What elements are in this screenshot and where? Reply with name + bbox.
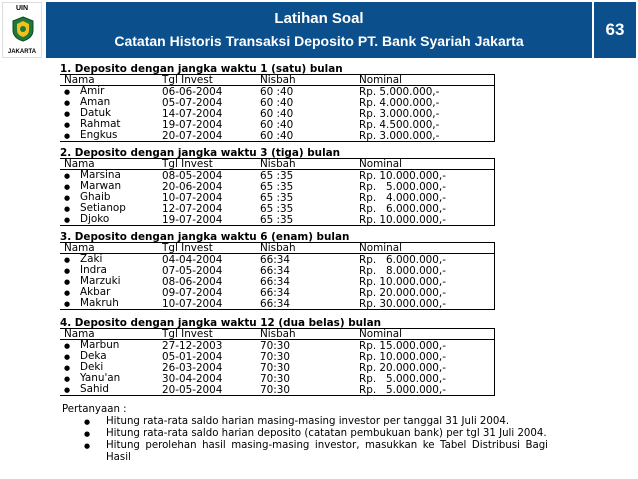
column-header: Tgl Invest <box>158 243 256 254</box>
invest-date-cell: 05-01-2004 <box>162 351 223 362</box>
nisbah-cell: 65 :35 <box>256 214 355 226</box>
table-row <box>60 265 495 276</box>
investor-name: Sahid <box>80 384 110 395</box>
column-header: Nisbah <box>256 243 355 254</box>
investor-name: Indra <box>80 265 107 276</box>
section-title: 2. Deposito dengan jangka waktu 3 (tiga) bulan <box>60 147 341 159</box>
investor-name-cell <box>60 373 158 384</box>
investor-name-cell <box>60 214 158 226</box>
investor-name-cell <box>60 203 158 214</box>
bullet-icon <box>64 276 80 287</box>
nominal-cell: Rp. 20.000.000,- <box>355 287 495 298</box>
nominal-cell: Rp. 10.000.000,- <box>355 214 495 226</box>
invest-date-cell: 27-12-2003 <box>162 339 223 351</box>
deposit-table <box>60 74 495 142</box>
nisbah-cell: 66:34 <box>260 287 290 298</box>
table-row <box>60 214 495 226</box>
bullet-icon <box>64 181 80 192</box>
nisbah-cell: 66:34 <box>260 276 290 287</box>
table-row <box>60 97 495 108</box>
invest-date-cell: 08-06-2004 <box>162 276 223 287</box>
bullet-icon <box>64 340 80 352</box>
nominal-cell: Rp. 6.000.000,- <box>355 254 495 266</box>
investor-name-cell <box>60 265 158 276</box>
nisbah-cell: 65 :35 <box>260 192 294 203</box>
nominal-cell: Rp. 15.000.000,- <box>355 340 495 352</box>
investor-name-cell <box>60 181 158 192</box>
nisbah-cell: 70:30 <box>260 362 290 373</box>
bullet-icon <box>64 119 80 130</box>
invest-date-cell: 19-07-2004 <box>162 119 223 130</box>
table-row <box>60 130 495 142</box>
column-header: Nominal <box>355 329 495 340</box>
table-header-row <box>60 243 495 254</box>
invest-date-cell: 26-03-2004 <box>162 362 223 373</box>
table-row <box>60 86 495 98</box>
invest-date-cell: 30-04-2004 <box>162 373 223 384</box>
table-row <box>60 298 495 310</box>
nominal-cell: Rp. 4.000.000,- <box>355 192 495 203</box>
nisbah-cell: 65 :35 <box>260 203 294 214</box>
investor-name: Deka <box>80 351 107 362</box>
column-header: Nama <box>60 243 158 254</box>
slide-title: Latihan Soal <box>274 10 364 27</box>
investor-name-cell <box>60 170 158 182</box>
bullet-icon <box>64 373 80 384</box>
table-row <box>60 254 495 266</box>
nominal-cell: Rp. 5.000.000,- <box>355 181 495 192</box>
nominal-cell: Rp. 5.000.000,- <box>355 373 495 384</box>
bullet-icon <box>64 214 80 225</box>
investor-name: Setianop <box>80 203 126 214</box>
table-header-row <box>60 329 495 340</box>
investor-name-cell <box>60 351 158 362</box>
invest-date-cell: 06-06-2004 <box>162 85 223 97</box>
questions-label: Pertanyaan : <box>62 404 127 415</box>
investor-name: Marwan <box>80 181 122 192</box>
investor-name: Yanu'an <box>80 373 121 384</box>
investor-name: Amir <box>80 85 105 97</box>
column-header: Nama <box>60 75 158 86</box>
nominal-cell: Rp. 8.000.000,- <box>355 265 495 276</box>
investor-name-cell <box>60 340 158 352</box>
nisbah-cell: 66:34 <box>260 253 290 265</box>
nisbah-cell: 60 :40 <box>260 119 294 130</box>
column-header: Nama <box>60 329 158 340</box>
investor-name: Aman <box>80 97 111 108</box>
nisbah-cell: 70:30 <box>260 339 290 351</box>
section-title: 1. Deposito dengan jangka waktu 1 (satu) bulan <box>60 63 343 75</box>
investor-name-cell <box>60 254 158 266</box>
page-number: 63 <box>594 2 636 58</box>
nisbah-cell: 70:30 <box>260 373 290 384</box>
investor-name: Rahmat <box>80 119 121 130</box>
bullet-icon <box>64 362 80 373</box>
nisbah-cell: 65 :35 <box>260 169 294 181</box>
crest-icon <box>12 16 34 42</box>
nominal-cell: Rp. 3.000.000,- <box>355 108 495 119</box>
nominal-cell: Rp. 10.000.000,- <box>355 351 495 362</box>
investor-name-cell <box>60 362 158 373</box>
section-title: 4. Deposito dengan jangka waktu 12 (dua belas) bulan <box>60 317 382 329</box>
deposit-table <box>60 328 495 396</box>
investor-name: Djoko <box>80 214 110 225</box>
investor-name: Makruh <box>80 298 119 309</box>
column-header: Nominal <box>355 243 495 254</box>
deposit-section-1 <box>60 64 492 142</box>
deposit-table <box>60 158 495 226</box>
investor-name-cell <box>60 108 158 119</box>
invest-date-cell: 04-04-2004 <box>162 253 223 265</box>
bullet-icon <box>64 287 80 298</box>
nominal-cell: Rp. 30.000.000,- <box>355 298 495 310</box>
investor-name-cell <box>60 384 158 396</box>
table-row <box>60 108 495 119</box>
bullet-icon <box>64 97 80 108</box>
table-row <box>60 373 495 384</box>
table-row <box>60 384 495 396</box>
column-header: Nisbah <box>256 75 355 86</box>
investor-name: Datuk <box>80 108 112 119</box>
nominal-cell: Rp. 20.000.000,- <box>355 362 495 373</box>
table-row <box>60 351 495 362</box>
nominal-cell: Rp. 5.000.000,- <box>355 86 495 98</box>
table-row <box>60 192 495 203</box>
bullet-icon <box>64 298 80 309</box>
column-header: Tgl Invest <box>158 329 256 340</box>
section-title: 3. Deposito dengan jangka waktu 6 (enam) bulan <box>60 231 350 243</box>
investor-name-cell <box>60 298 158 310</box>
slide-subtitle: Catatan Historis Transaksi Deposito PT. Bank Syariah Jakarta <box>114 33 524 49</box>
column-header: Nisbah <box>256 329 355 340</box>
deposit-section-4 <box>60 318 492 396</box>
bullet-icon <box>64 130 80 141</box>
bullet-icon <box>64 254 80 266</box>
deposit-section-2 <box>60 148 492 226</box>
nominal-cell: Rp. 4.000.000,- <box>355 97 495 108</box>
invest-date-cell: 10-07-2004 <box>158 298 256 310</box>
table-row <box>60 340 495 352</box>
slide-header <box>0 0 638 64</box>
column-header: Nominal <box>355 159 495 170</box>
invest-date-cell: 20-06-2004 <box>162 181 223 192</box>
logo-text-top: UIN <box>15 5 29 12</box>
investor-name-cell <box>60 287 158 298</box>
invest-date-cell: 09-07-2004 <box>162 287 223 298</box>
question-item: ● Hitung perolehan hasil masing-masing investor, masukkan ke Tabel Distribusi Bagi Hasil <box>62 440 548 464</box>
investor-name: Engkus <box>80 130 118 141</box>
investor-name: Akbar <box>80 287 111 298</box>
invest-date-cell: 05-07-2004 <box>162 97 223 108</box>
question-item: ● Hitung rata-rata saldo harian masing-masing investor per tanggal 31 Juli 2004. <box>62 416 548 428</box>
deposit-table <box>60 242 495 310</box>
table-header-row <box>60 75 495 86</box>
invest-date-cell: 10-07-2004 <box>162 192 223 203</box>
bullet-icon <box>64 86 80 98</box>
bullet-icon <box>64 265 80 276</box>
investor-name: Marzuki <box>80 276 121 287</box>
table-row <box>60 276 495 287</box>
nisbah-cell: 60 :40 <box>256 130 355 142</box>
table-header-row <box>60 159 495 170</box>
nominal-cell: Rp. 6.000.000,- <box>355 203 495 214</box>
column-header: Nama <box>60 159 158 170</box>
investor-name: Ghaib <box>80 192 111 203</box>
nominal-cell: Rp. 10.000.000,- <box>355 276 495 287</box>
invest-date-cell: 12-07-2004 <box>162 203 223 214</box>
bullet-icon <box>64 384 80 395</box>
nominal-cell: Rp. 4.500.000,- <box>355 119 495 130</box>
nominal-cell: Rp. 3.000.000,- <box>355 130 495 142</box>
nisbah-cell: 60 :40 <box>260 108 294 119</box>
investor-name-cell <box>60 130 158 142</box>
investor-name: Deki <box>80 362 104 373</box>
nisbah-cell: 60 :40 <box>260 97 294 108</box>
invest-date-cell: 20-07-2004 <box>158 130 256 142</box>
investor-name-cell <box>60 276 158 287</box>
bullet-icon <box>64 170 80 182</box>
invest-date-cell: 19-07-2004 <box>158 214 256 226</box>
invest-date-cell: 20-05-2004 <box>158 384 256 396</box>
invest-date-cell: 07-05-2004 <box>162 265 223 276</box>
table-row <box>60 119 495 130</box>
table-row <box>60 170 495 182</box>
bullet-icon <box>64 203 80 214</box>
column-header: Tgl Invest <box>158 159 256 170</box>
deposit-section-3 <box>60 232 492 310</box>
questions-block <box>62 404 548 464</box>
invest-date-cell: 14-07-2004 <box>162 108 223 119</box>
investor-name-cell <box>60 192 158 203</box>
table-row <box>60 287 495 298</box>
column-header: Tgl Invest <box>158 75 256 86</box>
table-row <box>60 203 495 214</box>
nisbah-cell: 70:30 <box>256 384 355 396</box>
nisbah-cell: 65 :35 <box>260 181 294 192</box>
investor-name: Zaki <box>80 253 103 265</box>
nisbah-cell: 66:34 <box>256 298 355 310</box>
column-header: Nominal <box>355 75 495 86</box>
bullet-icon <box>64 192 80 203</box>
invest-date-cell: 08-05-2004 <box>162 169 223 181</box>
question-item: ● Hitung rata-rata saldo harian deposito (catatan pembukuan bank) per tgl 31 Juli 2004. <box>62 428 548 440</box>
nisbah-cell: 60 :40 <box>260 85 294 97</box>
nominal-cell: Rp. 10.000.000,- <box>355 170 495 182</box>
investor-name: Marsina <box>80 169 121 181</box>
investor-name-cell <box>60 86 158 98</box>
nisbah-cell: 66:34 <box>260 265 290 276</box>
investor-name-cell <box>60 119 158 130</box>
table-row <box>60 362 495 373</box>
nisbah-cell: 70:30 <box>260 351 290 362</box>
bullet-icon <box>64 108 80 119</box>
investor-name: Marbun <box>80 339 120 351</box>
nominal-cell: Rp. 5.000.000,- <box>355 384 495 396</box>
university-logo <box>2 2 42 58</box>
column-header: Nisbah <box>256 159 355 170</box>
investor-name-cell <box>60 97 158 108</box>
bullet-icon <box>64 351 80 362</box>
logo-text-bottom: JAKARTA <box>7 49 37 55</box>
table-row <box>60 181 495 192</box>
